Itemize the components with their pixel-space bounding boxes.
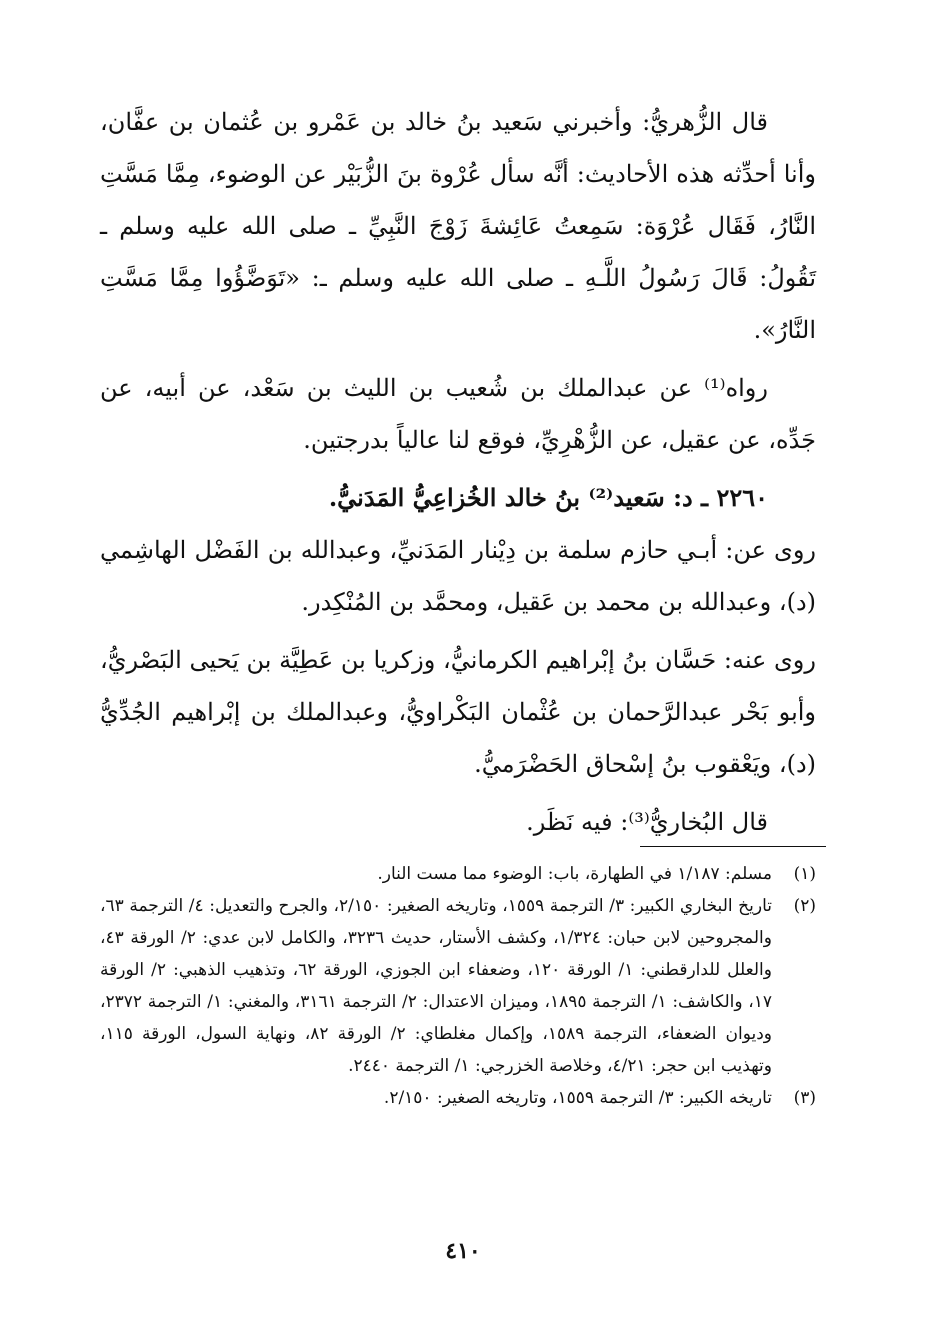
entry-heading: ٢٢٦٠ ـ د: سَعيد⁽²⁾ بنُ خالد الخُزاعِيُّ المَدَنيُّ. [328,483,768,512]
footnote-text: تاريخه الكبير: ٣/ الترجمة ١٥٥٩، وتاريخه الصغير: ٢/١٥٠. [383,1088,772,1108]
footnote-divider [640,846,826,847]
page-number: ٤١٠ [445,1238,481,1264]
paragraph-riwayah: رواه⁽¹⁾ عن عبدالملك بن شُعيب بن الليث بن سَعْد، عن أبيه، عن جَدِّه، عن عقيل، عن الزُّهْرِيِّ، فوقع لنا عالياً بدرجتين. [100,374,816,454]
paragraph-zuhri-hadith: قال الزُّهريُّ: وأخبرني سَعيد بنُ خالد بن عَمْرو بن عُثمان بن عفَّان، وأنا أحدِّثه هذه الأحاديث: أنَّه سأل عُرْوة بنَ الزُّبَيْر عن الوضوء، مِمَّا مَسَّتِ النَّارُ، فَقَال عُرْوَة: سَمِعتُ عَائِشةَ زَوْجَ النَّبِيِّ ـ صلى الله عليه وسلم ـ تَقُولُ: قَالَ رَسُولُ اللَّـهِ ـ صلى الله عليه وسلم ـ: «تَوَضَّؤُوا مِمَّا مَسَّتِ النَّارُ». [100,108,816,344]
footnote-number: (٣) [793,1088,816,1108]
paragraph-bukhari: قال البُخاريُّ⁽³⁾: فيه نَظَر. [526,808,768,836]
footnote [100,858,816,890]
paragraph-rawa-anhu: روى عنه: حَسَّان بنُ إبْراهيم الكرمانيُّ، وزكريا بن عَطِيَّة بن يَحيى البَصْريُّ، وأبو بَحْر عبدالرَّحمان بن عُثْمان البَكْراويُّ، وعبدالملك بن إبْراهيم الجُدِّيُّ (د)، ويَعْقوب بنُ إسْحاق الحَضْرَميُّ. [100,646,816,778]
footnote-number: (٢) [793,896,816,916]
footnote-number: (١) [793,864,816,884]
footnotes [100,858,816,1114]
footnote-text: مسلم: ١/١٨٧ في الطهارة، باب: الوضوء مما مست النار. [377,864,772,884]
footnote-text: تاريخ البخاري الكبير: ٣/ الترجمة ١٥٥٩، وتاريخه الصغير: ٢/١٥٠، والجرح والتعديل: ٤/ الترجمة ٦٣، والمجروحين لابن حبان: ١/٣٢٤، وكشف الأستار، حديث ٣٢٣٦، والكامل لابن عدي: ٢/ الورقة ٤٣، والعلل للدارقطني: ١/ الورقة ١٢٠، وضعفاء ابن الجوزي، الورقة ٦٢، وتذهيب الذهبي: ٢/ الورقة ١٧، والكاشف: ١/ الترجمة ١٨٩٥، وميزان الاعتدال: ٢/ الترجمة ٣١٦١، والمغني: ١/ الترجمة ٢٣٧٢، وديوان الضعفاء، الترجمة ١٥٨٩، وإكمال مغلطاي: ٢/ الورقة ٨٢، ونهاية السول، الورقة ١١٥، وتهذيب ابن حجر: ٤/٢١، وخلاصة الخزرجي: ١/ الترجمة ٢٤٤٠. [100,896,773,1076]
main-text [100,96,816,848]
footnote [100,890,816,1082]
footnote [100,1082,816,1114]
paragraph-rawa-an: روى عن: أبـي حازم سلمة بن دِيْنار المَدَنيِّ، وعبدالله بن الفَضْل الهاشِمي (د)، وعبدالله بن محمد بن عَقيل، ومحمَّد بن المُنْكِدر. [100,536,817,616]
